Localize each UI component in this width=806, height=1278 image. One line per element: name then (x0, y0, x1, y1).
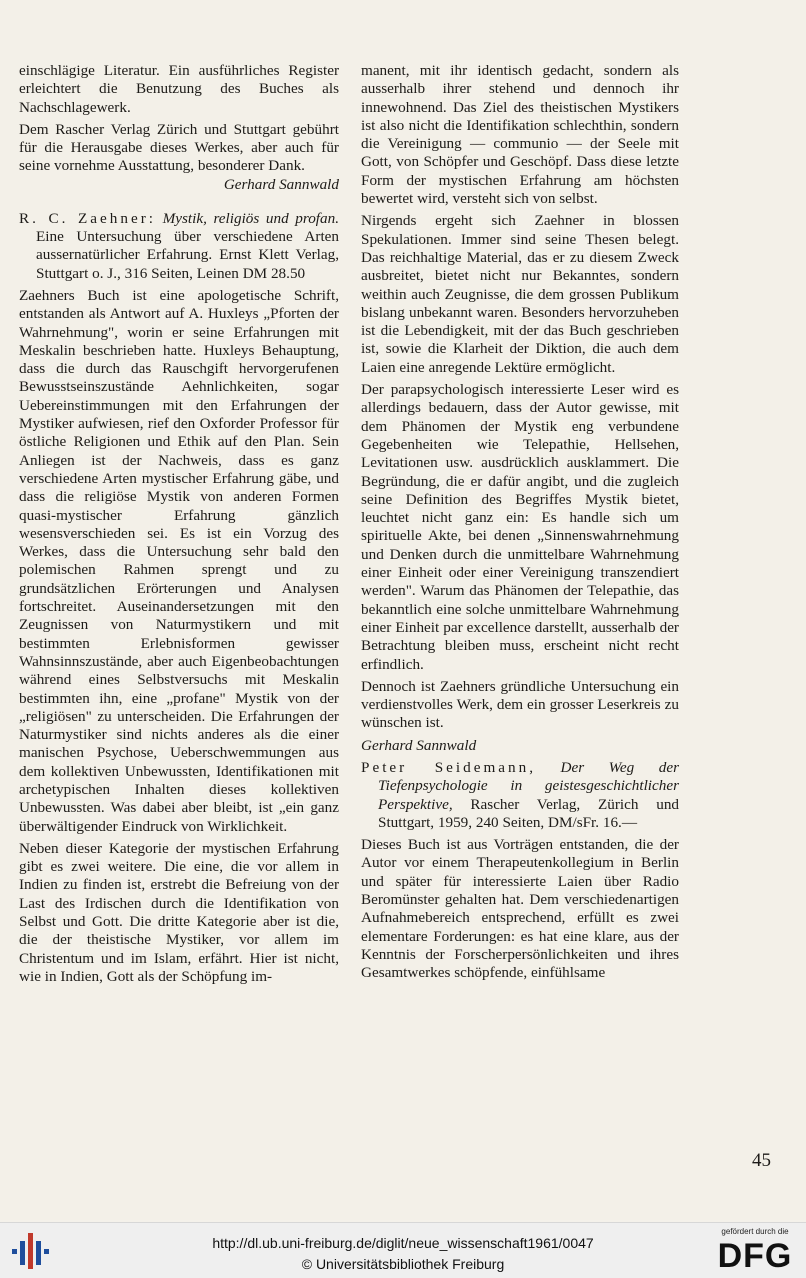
dfg-logo[interactable] (710, 1227, 800, 1275)
review-author: Peter Seidemann, (361, 758, 536, 776)
review-title: Mystik, religiös und profan. (162, 209, 339, 227)
paragraph: Neben dieser Kategorie der mystischen Erfahrung gibt es zwei weitere. Die eine, die vor allem in Indien zu finden ist, erstrebt die Befreiung von der Last des Irdischen durch die Identifikation von Selbst und Gott. Die dritte Kategorie aber ist die, die der theistische Mystiker, vor allem im Christentum und im Islam, erfährt. Hier ist nicht, wie in Indien, Gott als der Schöpfung im- (19, 839, 339, 985)
signature: Gerhard Sannwald (223, 175, 339, 193)
dfg-caption: gefördert durch die (721, 1227, 789, 1236)
page-number: 45 (752, 1150, 771, 1171)
right-column (361, 62, 679, 987)
paragraph: Dem Rascher Verlag Zürich und Stuttgart gebührt für die Herausgabe dieses Werkes, aber auch für seine vornehme Ausstattung, besonderer Dank. Gerhard Sannwald (19, 120, 339, 193)
copyright-notice: © Universitätsbibliothek Freiburg (301, 1256, 505, 1272)
left-column (19, 62, 339, 990)
paragraph: manent, mit ihr identisch gedacht, sondern als ausserhalb ihrer stehend und dennoch ihr innewohnend. Das Ziel des theistischen Mystikers ist also nicht die Identifikation schlechthin, sondern die Vereinigung — communio — der Seele mit Gott, von Schöpfer und Geschöpf. Dass diese letzte Form der mystischen Erfahrung am höchsten bewertet wird, versteht sich von selbst. (361, 62, 679, 208)
review-heading (361, 759, 679, 832)
permalink-url[interactable]: http://dl.ub.uni-freiburg.de/diglit/neue_wissenschaft1961/0047 (212, 1235, 594, 1251)
review-heading (19, 210, 339, 283)
paragraph: Dennoch ist Zaehners gründliche Untersuchung ein verdienstvolles Werk, dem ein grosser Leserkreis zu wünschen ist. (361, 677, 679, 732)
dfg-logo-text: DFG (717, 1237, 793, 1275)
paragraph: Dieses Buch ist aus Vorträgen entstanden, die der Autor vor einem Therapeutenkollegium in Berlin und später für interessierte Laien über Radio Beromünster gehalten hat. Dem verschiedenartigen Aufnahmebereich entsprechend, erfüllt es zwei elementare Forderungen: es hat eine klare, aus der Kenntnis der Forscherpersönlichkeiten und ihres Gesamtwerkes schöpfende, einfühlsame (361, 836, 679, 982)
paragraph: einschlägige Literatur. Ein ausführliches Register erleichtert die Benutzung des Buches als Nachschlagewerk. (19, 62, 339, 116)
viewer-footer (0, 1222, 806, 1278)
paragraph: Zaehners Buch ist eine apologetische Schrift, entstanden als Antwort auf A. Huxleys „Pforten der Wahrnehmung", worin er seine Erfahrungen mit Meskalin beschrieben hatte. Huxleys Behauptung, dass die durch das Rauschgift hervorgerufenen Bewusstseinszustände Aehnlichkeiten, sogar Uebereinstimmungen mit den Erfahrungen der Mystiker aufwiesen, rief den Oxforder Professor für östliche Religionen und Ethik auf den Plan. Sein Anliegen ist der Nachweis, dass es ganz verschiedene Arten mystischer Erfahrung gäbe, und dass die religiöse Mystik von anderen Formen quasi-mystischer Erfahrung gänzlich wesensverschieden sei. Es ist ein Vorzug des Werkes, dass die Untersuchung sehr bald den polemischen Rahmen sprengt und zu grundsätzlichen Erörterungen und Analysen fortschreitet. Auseinandersetzungen mit den Zeugnissen von Naturmystikern und mit bestimmten Erlebnisformen gewisser Wahnsinnszustände, aber auch Eigenbeobachtungen während eines Selbstversuchs mit Meskalin bestimmten ihn, eine „profane" Mystik von der „religiösen" zu unterscheiden. Die Erfahrungen der Naturmystiker sind nichts anderes als die einer manischen Psychose, Ueberschwemmungen aus dem kollektiven Unbewussten, Identifikationen mit archetypischen Inhalten dieses kollektiven Unbewussten. Was dabei aber bleibt, ist „ein ganz überwältigender Eindruck von Wirklichkeit. (19, 286, 339, 835)
review-author: R. C. Zaehner: (19, 209, 156, 227)
signature-line (361, 737, 679, 755)
review-details: Eine Untersuchung über verschiedene Arten aussernatürlicher Erfahrung. Ernst Klett Verlag, Stuttgart o. J., 316 Seiten, Leinen DM 28.50 (36, 228, 339, 282)
signature: Gerhard Sannwald (361, 736, 477, 754)
review-details: Rascher Verlag, Zürich und Stuttgart, 1959, 240 Seiten, DM/sFr. 16.— (378, 795, 680, 831)
paragraph: Der parapsychologisch interessierte Leser wird es allerdings bedauern, dass der Autor gewisse, mit dem Phänomen der Mystik eng verbundene Gegebenheiten wie Telepathie, Hellsehen, Levitationen usw. ausdrücklich ausklammert. Die Begründung, die er dafür angibt, und die zugleich seine Definition des Begriffes Mystik bietet, leuchtet nicht ganz ein: Es handle sich um spirituelle Akte, bei denen „Sinnenswahrnehmung und Denken durch die unmittelbare Wahrnehmung einer Einheit oder einer Vereinigung transzendiert werden". Warum das Phänomen der Telepathie, das bekanntlich eine solche unmittelbare Wahrnehmung einer Einheit par excellence darstellt, ausserhalb der Betrachtung bleiben muss, erscheint nicht recht erfindlich. (361, 381, 679, 673)
paragraph: Nirgends ergeht sich Zaehner in blossen Spekulationen. Immer sind seine Thesen belegt. Das reichhaltige Material, das er zu diesem Zweck ausbreitet, bietet nicht nur Bekanntes, sondern weithin auch Zeugnisse, die dem grossen Publikum bislang unbekannt waren. Besonders hervorzuheben ist die Lebendigkeit, mit der das Buch geschrieben ist, sowie die Klarheit der Diktion, die auch dem Laien eine anregende Lektüre ermöglicht. (361, 212, 679, 376)
review-title: Der Weg der Tiefenpsychologie in geistesgeschichtlicher Perspektive, (378, 758, 679, 813)
